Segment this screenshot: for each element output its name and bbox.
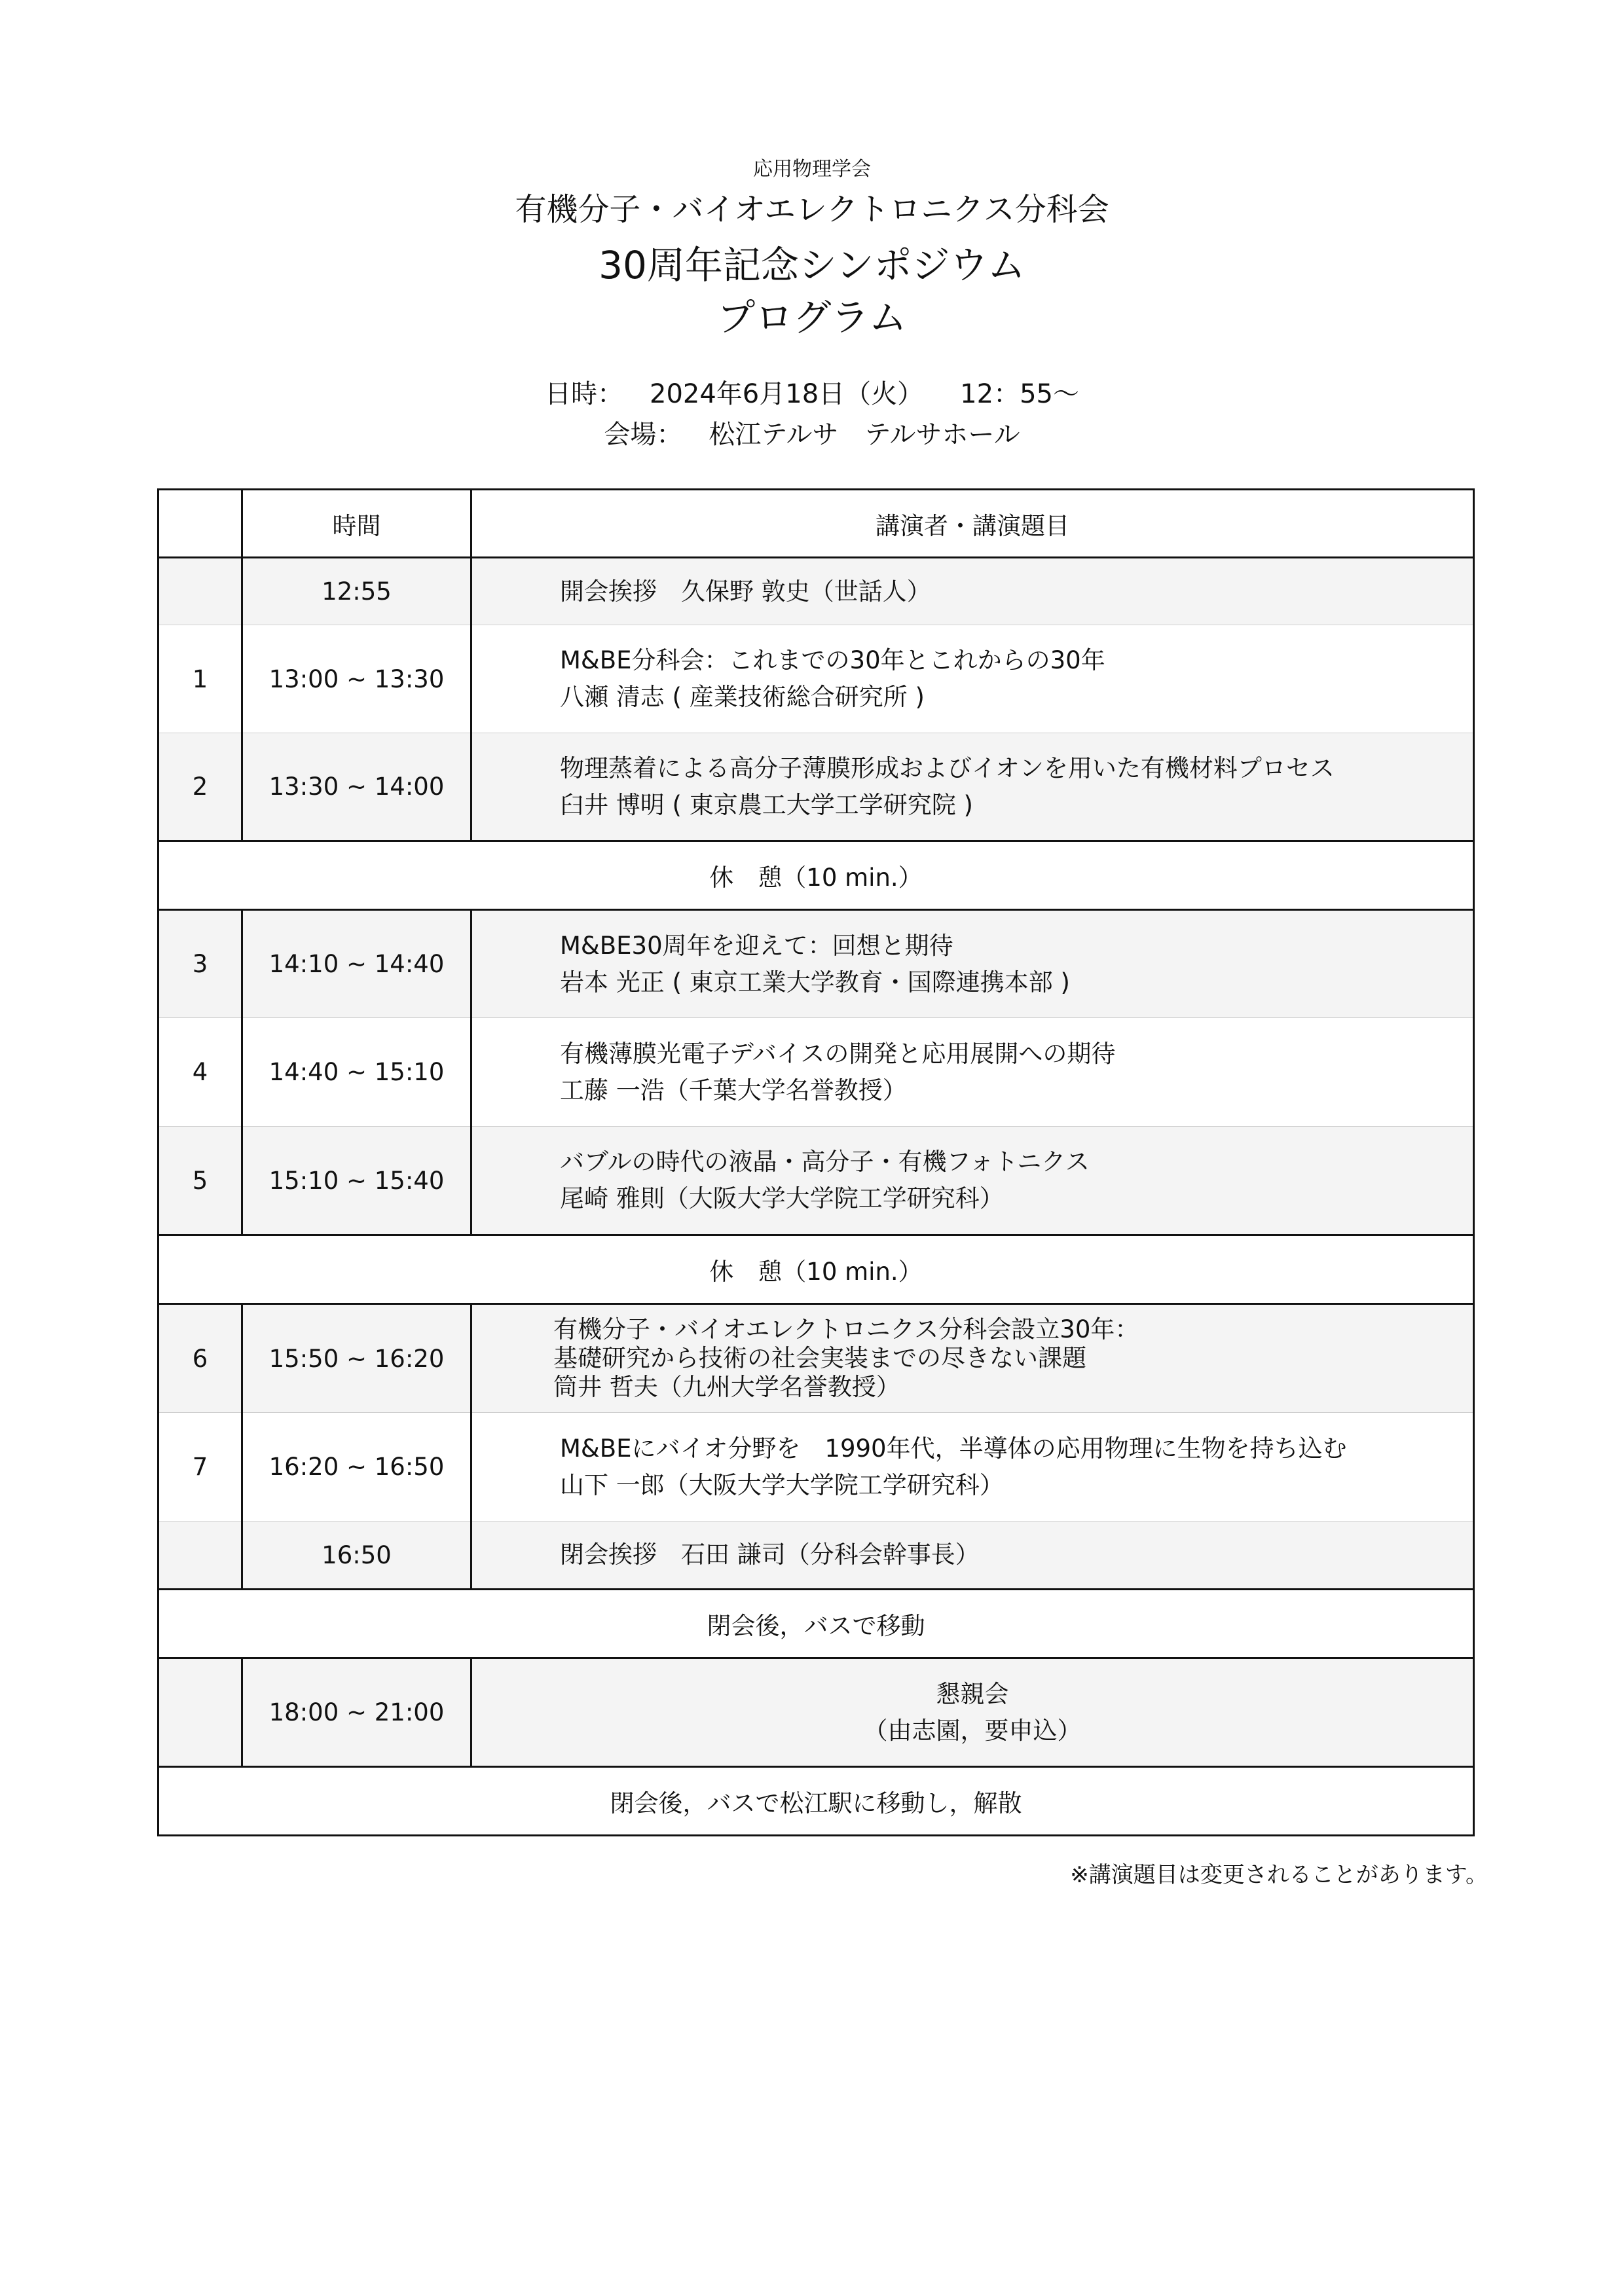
break-label: 休 憩（10 min.） [158,1235,1474,1304]
session-number: 1 [158,625,242,733]
session-number [158,558,242,625]
date-line [0,381,1624,407]
venue-value: 松江テルサ テルサホール [709,420,1020,450]
venue-line [0,422,1624,448]
session-number: 6 [158,1304,242,1413]
table-row [158,558,1474,625]
speaker: 尾崎 雅則（大阪大学大学院工学研究科） [560,1184,1004,1212]
session-desc [471,625,1474,733]
session-number: 4 [158,1018,242,1127]
reception-detail: （由志園，要申込） [863,1716,1082,1745]
table-row [158,1522,1474,1590]
session-number [158,1658,242,1767]
speaker: 筒井 哲夫（九州大学名誉教授） [553,1373,900,1401]
session-desc [471,1413,1474,1522]
venue-label: 会場： [604,420,683,450]
header-speaker-title: 講演者・講演題目 [471,490,1474,558]
table-row [158,910,1474,1018]
talk-title: バブルの時代の液晶・高分子・有機フォトニクス [560,1148,1090,1176]
session-time: 13:30 ~ 14:00 [242,733,471,841]
session-time: 15:10 ~ 15:40 [242,1127,471,1235]
session-time: 14:40 ~ 15:10 [242,1018,471,1127]
table-header-row [158,490,1474,558]
talk-title: 基礎研究から技術の社会実装までの尽きない課題 [553,1344,1086,1372]
session-number: 3 [158,910,242,1018]
session-desc [471,733,1474,841]
session-time: 16:50 [242,1522,471,1590]
speaker: 工藤 一浩（千葉大学名誉教授） [560,1076,907,1104]
session-time: 14:10 ~ 14:40 [242,910,471,1018]
speaker: 臼井 博明 ( 東京農工大学工学研究院 ) [560,790,973,819]
transit-label: 閉会後，バスで松江駅に移動し，解散 [158,1767,1474,1836]
speaker: 岩本 光正 ( 東京工業大学教育・国際連携本部 ) [560,968,1070,996]
session-desc [471,910,1474,1018]
session-time: 13:00 ~ 13:30 [242,625,471,733]
table-row [158,1304,1474,1413]
session-number: 2 [158,733,242,841]
session-number: 7 [158,1413,242,1522]
talk-title: 有機薄膜光電子デバイスの開発と応用展開への期待 [560,1039,1116,1068]
schedule-table [157,488,1475,1836]
talk-title: 物理蒸着による高分子薄膜形成およびイオンを用いた有機材料プロセス [560,754,1335,782]
table-row [158,1018,1474,1127]
reception-title: 懇親会 [936,1679,1009,1708]
transit-row [158,1590,1474,1658]
start-time: 12：55〜 [960,379,1079,409]
page-title: 30周年記念シンポジウム [599,243,1025,287]
session-desc [471,1658,1474,1767]
organization-name: 応用物理学会 [753,158,871,181]
transit-row [158,1767,1474,1836]
talk-title: M&BEにバイオ分野を 1990年代，半導体の応用物理に生物を持ち込む [560,1434,1347,1463]
session-desc [471,558,1474,625]
table-row [158,1413,1474,1522]
table-row [158,1658,1474,1767]
break-label: 休 憩（10 min.） [158,841,1474,910]
session-desc [471,1304,1474,1413]
table-row [158,1127,1474,1235]
date-label: 日時： [545,379,624,409]
session-time: 18:00 ~ 21:00 [242,1658,471,1767]
session-desc [471,1522,1474,1590]
session-time: 16:20 ~ 16:50 [242,1413,471,1522]
session-number: 5 [158,1127,242,1235]
session-time: 12:55 [242,558,471,625]
date-value: 2024年6月18日（火） [650,379,924,409]
break-row [158,841,1474,910]
break-row [158,1235,1474,1304]
talk-title: M&BE30周年を迎えて：回想と期待 [560,931,953,960]
session-desc [471,1018,1474,1127]
desc-line: 開会挨拶 久保野 敦史（世話人） [560,577,931,606]
header-time: 時間 [242,490,471,558]
header-number [158,490,242,558]
transit-label: 閉会後，バスで移動 [158,1590,1474,1658]
desc-line: 閉会挨拶 石田 謙司（分科会幹事長） [560,1540,980,1569]
session-desc [471,1127,1474,1235]
speaker: 八瀬 清志 ( 産業技術総合研究所 ) [560,683,925,711]
session-number [158,1522,242,1590]
talk-title: M&BE分科会：これまでの30年とこれからの30年 [560,646,1105,674]
division-name: 有機分子・バイオエレクトロニクス分科会 [515,191,1109,228]
table-row [158,733,1474,841]
talk-title: 有機分子・バイオエレクトロニクス分科会設立30年： [553,1315,1139,1343]
speaker: 山下 一郎（大阪大学大学院工学研究科） [560,1470,1004,1499]
session-time: 15:50 ~ 16:20 [242,1304,471,1413]
program-heading: プログラム [717,295,907,340]
table-row [158,625,1474,733]
footnote: ※講演題目は変更されることがあります。 [1070,1862,1488,1888]
